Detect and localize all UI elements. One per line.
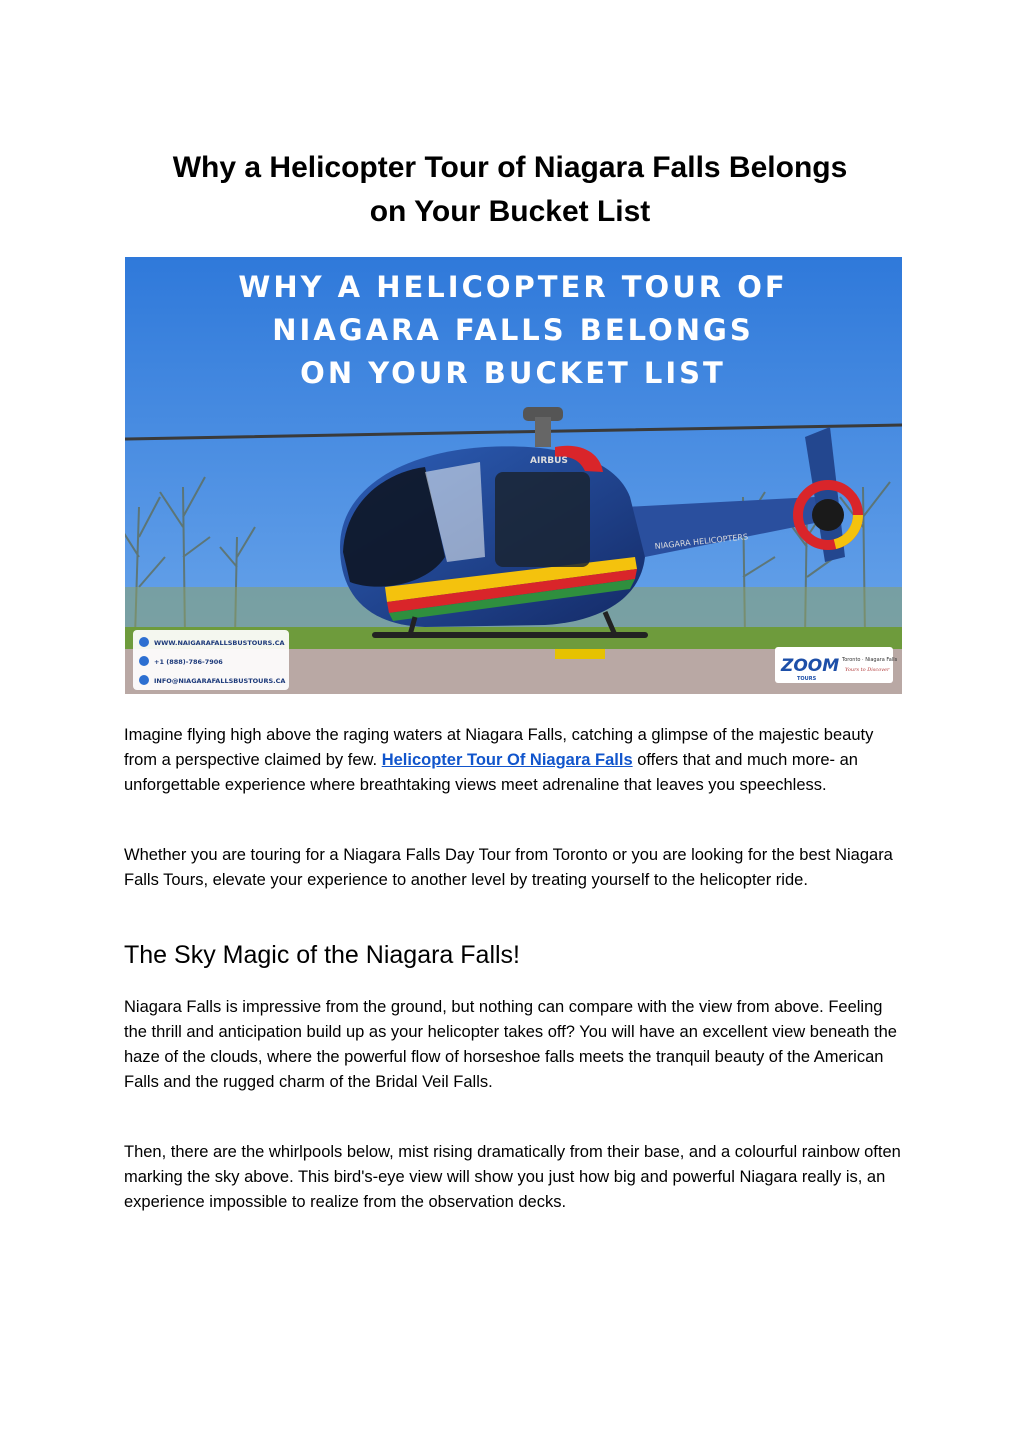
zoom-tours-logo — [775, 647, 898, 683]
globe-icon — [139, 637, 149, 647]
heli-brand: AIRBUS — [530, 456, 568, 466]
title-line-1: Why a Helicopter Tour of Niagara Falls Belongs — [172, 151, 848, 184]
email-icon — [139, 675, 149, 685]
helicopter-tour-link[interactable]: Helicopter Tour Of Niagara Falls — [381, 751, 633, 769]
section-heading: The Sky Magic of the Niagara Falls! — [124, 941, 520, 969]
banner-line-1: WHY A HELICOPTER TOUR OF — [238, 270, 788, 304]
svg-text:Toronto · Niagara Falls: Toronto · Niagara Falls — [842, 657, 898, 663]
banner-line-3: ON YOUR BUCKET LIST — [300, 356, 726, 390]
intro-paragraph — [124, 723, 904, 798]
phone-icon — [139, 656, 149, 666]
sky-magic-paragraph: Niagara Falls is impressive from the ground, but nothing can compare with the view from above. Feeling the thrill and anticipation build up as your helicopter takes off? You will have an excellent view beneath the haze of the clouds, where the powerful flow of horseshoe falls meets the tranquil beauty of the American Falls and the rugged charm of the Bridal Veil Falls. — [124, 998, 897, 1091]
heli-livery: NIAGARA HELICOPTERS — [654, 532, 749, 551]
day-tour-paragraph: Whether you are touring for a Niagara Falls Day Tour from Toronto or you are looking for the best Niagara Falls Tours, elevate your experience to another level by treating yourself to the helicopter ride. — [124, 846, 893, 889]
hero-image — [125, 257, 902, 694]
banner-line-2: NIAGARA FALLS BELONGS — [272, 313, 754, 347]
contact-website: WWW.NAIGARAFALLSBUSTOURS.CA — [154, 639, 285, 647]
svg-text:TOURS: TOURS — [797, 676, 817, 682]
intro-text-end: offers that and much more- an unforgettable experience where breathtaking views meet adrenaline that leaves you speechless. — [124, 751, 858, 794]
banner-text — [238, 270, 787, 390]
svg-text:Yours to Discover: Yours to Discover — [845, 667, 890, 673]
contact-box — [133, 630, 289, 690]
whirlpools-paragraph: Then, there are the whirlpools below, mist rising dramatically from their base, and a colourful rainbow often marking the sky above. This bird's-eye view will show you just how big and powerful Niagara really is, an experience impossible to realize from the observation decks. — [124, 1143, 901, 1211]
svg-text:ZOOM: ZOOM — [781, 656, 840, 676]
document-title — [110, 146, 910, 234]
contact-phone: +1 (888)-786-7906 — [154, 658, 223, 666]
contact-email: INFO@NIAGARAFALLSBUSTOURS.CA — [154, 677, 286, 685]
title-line-2: on Your Bucket List — [369, 195, 651, 228]
intro-text-start: Imagine flying high above the raging waters at Niagara Falls, catching a glimpse of the majestic beauty from a perspective claimed by few. — [124, 726, 874, 769]
